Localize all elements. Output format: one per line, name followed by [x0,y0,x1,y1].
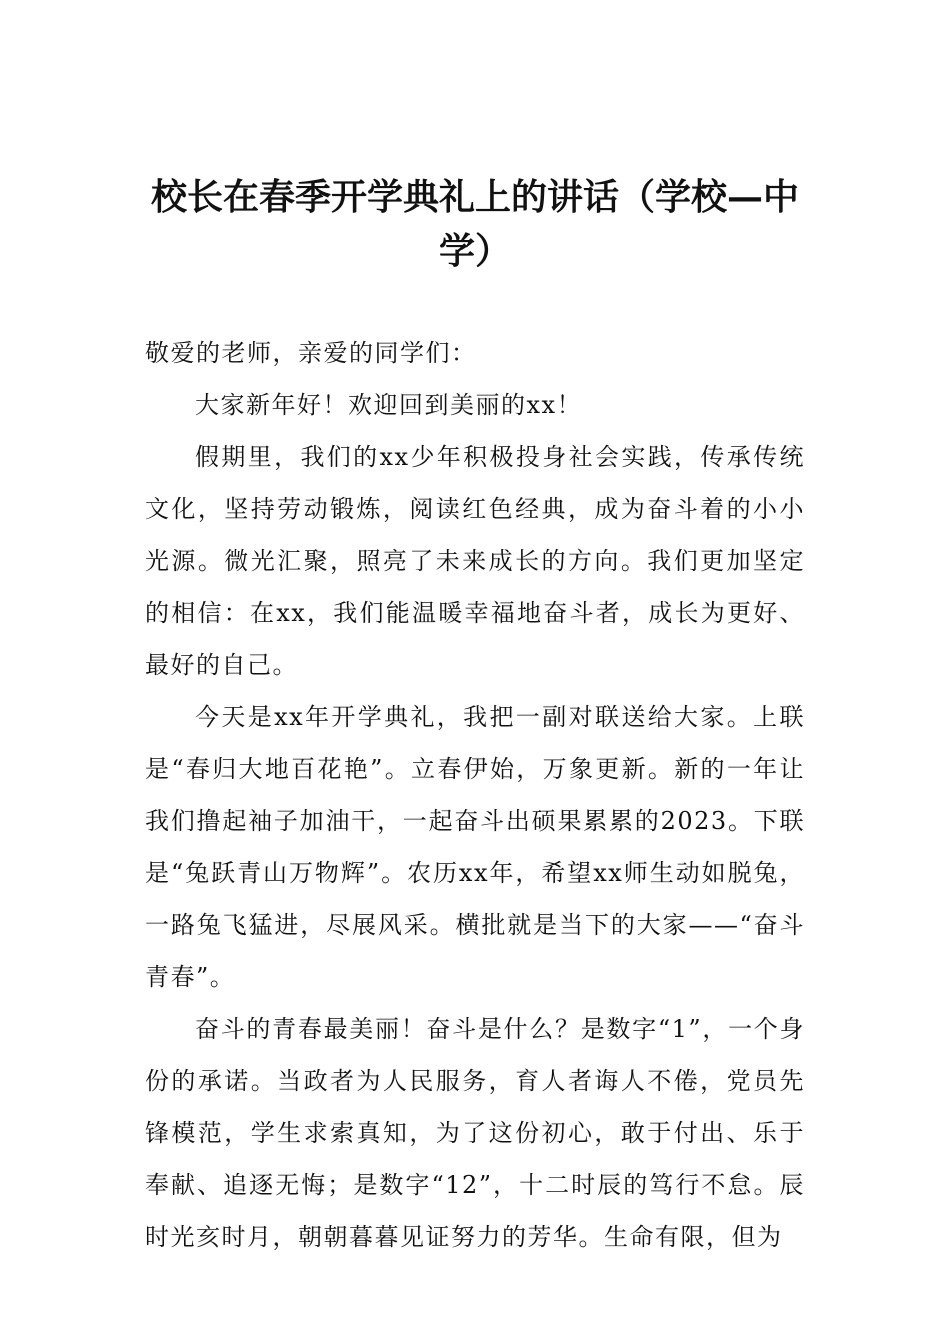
document-body [145,327,805,1263]
paragraph-couplet: 今天是xx年开学典礼，我把一副对联送给大家。上联是“春归大地百花艳”。立春伊始，万象更新。新的一年让我们撸起袖子加油干，一起奋斗出硕果累累的2023。下联是“兔跃青山万物辉”。农历xx年，希望xx师生动如脱兔，一路兔飞猛进，尽展风采。横批就是当下的大家——“奋斗青春”。 [145,703,805,991]
salutation: 敬爱的老师，亲爱的同学们： [145,339,477,367]
document-title: 校长在春季开学典礼上的讲话（学校—中学） [150,176,799,272]
paragraph-holiday: 假期里，我们的xx少年积极投身社会实践，传承传统文化，坚持劳动锻炼，阅读红色经典，成为奋斗着的小小光源。微光汇聚，照亮了未来成长的方向。我们更加坚定的相信：在xx，我们能温暖幸福地奋斗者，成长为更好、最好的自己。 [145,443,805,679]
paragraph-struggle: 奋斗的青春最美丽！奋斗是什么？是数字“1”，一个身份的承诺。当政者为人民服务，育人者诲人不倦，党员先锋模范，学生求索真知，为了这份初心，敢于付出、乐于奉献、追逐无悔；是数字“12”，十二时辰的笃行不怠。辰时光亥时月，朝朝暮暮见证努力的芳华。生命有限，但为 [145,1015,805,1251]
paragraph-greeting: 大家新年好！欢迎回到美丽的xx！ [195,391,583,419]
